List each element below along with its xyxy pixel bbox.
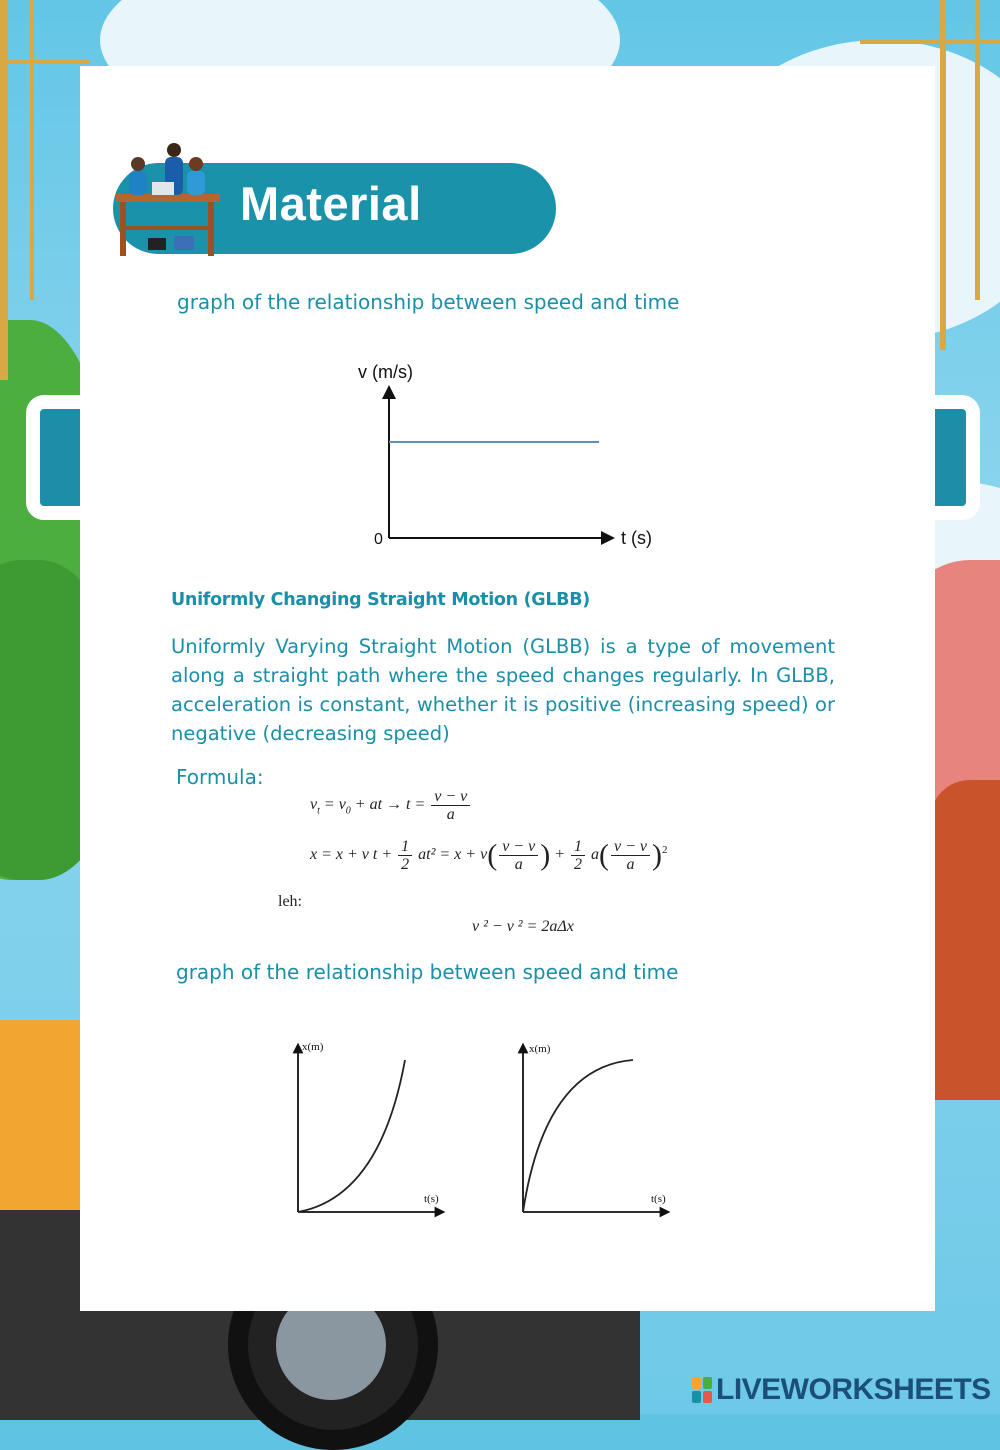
origin-label: 0 — [374, 531, 383, 548]
fraction-denominator: a — [446, 806, 455, 823]
graph-caption-2: graph of the relationship between speed and time — [176, 960, 679, 984]
formula-velocity-lhs: v — [310, 796, 318, 814]
displacement-time-graph-decelerating — [505, 1032, 685, 1222]
parabolic-curve-up — [298, 1060, 405, 1212]
half-denominator-2: 2 — [573, 856, 582, 873]
formula-plus: + — [554, 846, 565, 864]
x-axis-label: t (s) — [621, 528, 652, 548]
y-axis-label: x(m) — [529, 1043, 551, 1055]
x-axis-label: t(s) — [424, 1193, 439, 1205]
formula-velocity-plus: + at → t = — [354, 796, 426, 814]
formula-velocity-fraction — [431, 788, 470, 823]
formula-leh-text: leh: — [278, 893, 302, 910]
formula-velocity: $v_t = v_0$ + at → t = $\frac{v - v}{a}$ — [310, 788, 472, 823]
formula-label: Formula: — [176, 765, 264, 789]
section-heading: Uniformly Changing Straight Motion (GLBB) — [171, 590, 590, 610]
time-denominator: a — [514, 856, 523, 873]
fraction-numerator: v − v — [431, 788, 470, 806]
time-numerator: v − v — [499, 838, 538, 856]
half-fraction-2 — [571, 838, 585, 873]
square-exponent: 2 — [661, 843, 668, 856]
section-paragraph: Uniformly Varying Straight Motion (GLBB) is a type of movement along a straight path where the speed changes regularly. In GLBB, acceleration is constant, whether it is positive (increasing speed) or negative (decreasing speed) — [171, 635, 835, 745]
formula-timeless: v ² − v ² = 2aΔx — [472, 918, 574, 935]
y-axis-label: v (m/s) — [358, 362, 413, 382]
speed-time-graph — [340, 350, 680, 560]
background-frame-line — [940, 0, 946, 350]
parabolic-curve-down — [523, 1060, 633, 1212]
displacement-time-graph-accelerating — [280, 1032, 460, 1222]
formula-displacement: x = x + v t + $\frac{1}{2}$ at² = x + v( $\frac{v - v}{a}$ ) + $\frac{1}{2}$ a( $\frac{v - v}{a}$ )$^2$ — [310, 838, 668, 873]
acceleration-symbol: a — [590, 846, 599, 864]
half-numerator-2: 1 — [571, 838, 585, 856]
background-frame-line — [30, 0, 34, 300]
background-frame-line — [975, 0, 980, 300]
x-axis-label: t(s) — [651, 1193, 666, 1205]
formula-displacement-left: x = x + v t + — [310, 846, 393, 864]
background-frame-line — [0, 60, 90, 64]
time-fraction — [499, 838, 538, 873]
half-denominator: 2 — [401, 856, 410, 873]
time-numerator-2: v − v — [611, 838, 650, 856]
y-axis-label: x(m) — [302, 1041, 324, 1053]
logo-mark-icon — [692, 1377, 712, 1403]
time-denominator-2: a — [626, 856, 635, 873]
formula-displacement-mid: at² = x + v — [418, 846, 488, 864]
students-studying-illustration — [112, 140, 224, 256]
half-numerator: 1 — [398, 838, 412, 856]
liveworksheets-logo[interactable] — [692, 1373, 991, 1407]
formula-velocity-rhs: = v — [323, 796, 346, 814]
time-fraction-2 — [611, 838, 650, 873]
background-person-coat — [930, 780, 1000, 1100]
brand-name: LIVEWORKSHEETS — [716, 1373, 991, 1406]
graph-caption: graph of the relationship between speed and time — [177, 290, 680, 314]
page-title: Material — [240, 177, 422, 230]
background-frame-line — [860, 40, 1000, 44]
half-fraction — [398, 838, 412, 873]
background-frame-line — [0, 0, 8, 380]
